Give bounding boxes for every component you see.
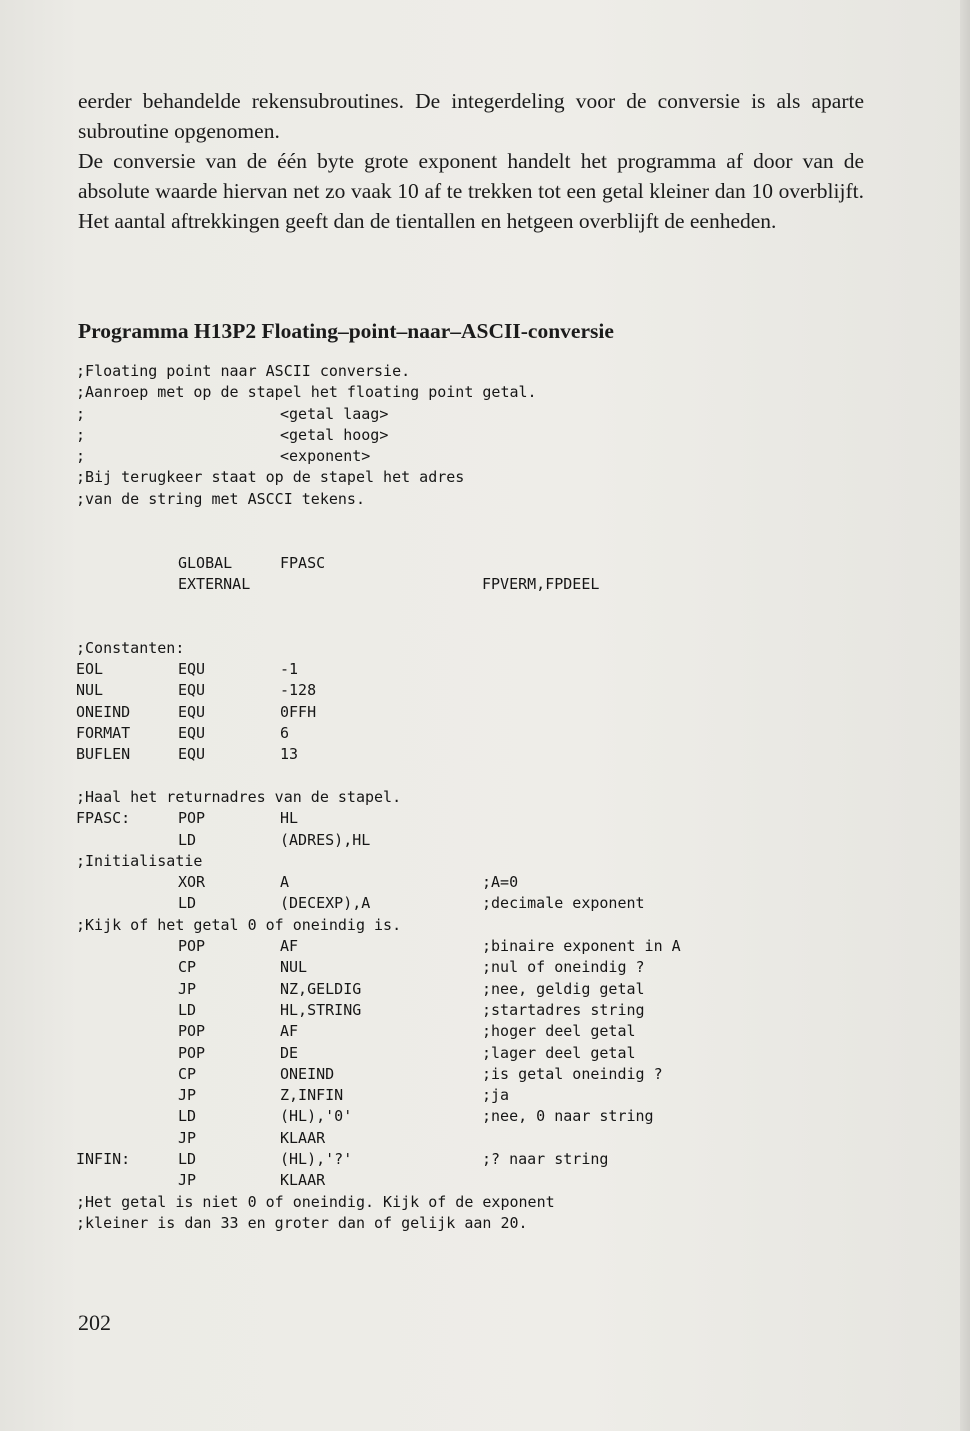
code-operand: (HL),'?': [280, 1149, 353, 1168]
code-opcode: EQU: [178, 702, 206, 721]
code-opcode: LD: [178, 1107, 197, 1126]
code-comment: ;is getal oneindig ?: [482, 1064, 663, 1083]
code-opcode: EXTERNAL: [178, 574, 251, 593]
code-operand: KLAAR: [280, 1128, 326, 1147]
code-opcode: CP: [178, 958, 197, 977]
code-label: ONEIND: [76, 702, 131, 721]
code-opcode: XOR: [178, 873, 206, 892]
code-opcode: LD: [178, 830, 197, 849]
code-operand: HL: [280, 809, 299, 828]
code-opcode: LD: [178, 1149, 197, 1168]
code-label: FPASC:: [76, 809, 131, 828]
code-operand: DE: [280, 1043, 299, 1062]
code-opcode: LD: [178, 1000, 197, 1019]
code-operand: (HL),'0': [280, 1107, 353, 1126]
code-opcode: JP: [178, 1086, 197, 1105]
code-label: NUL: [76, 681, 104, 700]
code-comment: ;nee, geldig getal: [482, 979, 645, 998]
code-operand: <getal laag>: [280, 404, 389, 423]
code-opcode: EQU: [178, 681, 206, 700]
code-opcode: EQU: [178, 724, 206, 743]
paragraph-exponent-conversion: De conversie van de één byte grote exponent handelt het programma af door van de absolute waarde hiervan net zo vaak 10 af te trekken tot een getal kleiner dan 10 overblijft. Het aantal aftrekkingen geeft dan de tientallen en hetgeen overblijft de eenheden.: [78, 149, 864, 233]
code-opcode: EQU: [178, 745, 206, 764]
code-operand: (DECEXP),A: [280, 894, 371, 913]
code-label: ;Floating point naar ASCII conversie.: [76, 362, 411, 380]
code-opcode: CP: [178, 1064, 197, 1083]
page-binding-shadow: [960, 0, 970, 1431]
code-opcode: GLOBAL: [178, 553, 233, 572]
code-operand: A: [280, 873, 290, 892]
code-operand: NUL: [280, 958, 308, 977]
code-comment: ;binaire exponent in A: [482, 937, 681, 956]
code-opcode: POP: [178, 1043, 206, 1062]
code-opcode: POP: [178, 809, 206, 828]
code-comment: FPVERM,FPDEEL: [482, 574, 600, 593]
code-label: INFIN:: [76, 1149, 131, 1168]
code-opcode: JP: [178, 979, 197, 998]
code-label: ;: [76, 447, 86, 466]
code-operand: 6: [280, 724, 290, 743]
code-label: ;: [76, 404, 86, 423]
code-label: ;Initialisatie: [76, 851, 203, 870]
code-label: FORMAT: [76, 724, 131, 743]
code-operand: FPASC: [280, 553, 326, 572]
code-operand: (ADRES),HL: [280, 830, 371, 849]
code-operand: ONEIND: [280, 1064, 335, 1083]
code-label: ;van de string met ASCCI tekens.: [76, 489, 365, 508]
code-opcode: EQU: [178, 660, 206, 679]
code-operand: KLAAR: [280, 1171, 326, 1190]
code-opcode: LD: [178, 894, 197, 913]
code-operand: 13: [280, 745, 299, 764]
code-operand: <getal hoog>: [280, 425, 389, 444]
code-operand: AF: [280, 1022, 299, 1041]
code-label: ;Het getal is niet 0 of oneindig. Kijk of de exponent: [76, 1192, 555, 1211]
code-operand: <exponent>: [280, 447, 371, 466]
code-comment: ;lager deel getal: [482, 1043, 636, 1062]
code-opcode: POP: [178, 1022, 206, 1041]
code-operand: HL,STRING: [280, 1000, 362, 1019]
code-comment: ;hoger deel getal: [482, 1022, 636, 1041]
page-number: 202: [78, 1310, 111, 1335]
code-label: ;Haal het returnadres van de stapel.: [76, 787, 402, 806]
code-opcode: JP: [178, 1171, 197, 1190]
code-label: ;Kijk of het getal 0 of oneindig is.: [76, 915, 402, 934]
code-label: ;Constanten:: [76, 638, 185, 657]
code-opcode: JP: [178, 1128, 197, 1147]
code-label: EOL: [76, 660, 104, 679]
code-comment: ;nul of oneindig ?: [482, 958, 645, 977]
code-comment: ;startadres string: [482, 1000, 645, 1019]
paragraph-intro: eerder behandelde rekensubroutines. De integerdeling voor de conversie is als aparte subroutine opgenomen.: [78, 89, 864, 143]
code-label: ;Bij terugkeer staat op de stapel het adres: [76, 468, 465, 487]
code-operand: NZ,GELDIG: [280, 979, 362, 998]
code-comment: ;? naar string: [482, 1149, 609, 1168]
code-operand: -128: [280, 681, 317, 700]
code-comment: ;decimale exponent: [482, 894, 645, 913]
program-heading: Programma H13P2 Floating–point–naar–ASCII-conversie: [78, 319, 614, 343]
code-label: ;kleiner is dan 33 en groter dan of gelijk aan 20.: [76, 1213, 528, 1232]
code-operand: Z,INFIN: [280, 1086, 344, 1105]
code-opcode: POP: [178, 937, 206, 956]
code-operand: AF: [280, 937, 299, 956]
code-label: BUFLEN: [76, 745, 131, 764]
code-comment: ;A=0: [482, 873, 519, 892]
code-label: ;: [76, 425, 86, 444]
code-operand: 0FFH: [280, 702, 317, 721]
code-comment: ;nee, 0 naar string: [482, 1107, 654, 1126]
code-operand: -1: [280, 660, 299, 679]
code-label: ;Aanroep met op de stapel het floating point getal.: [76, 383, 537, 402]
code-comment: ;ja: [482, 1086, 510, 1105]
